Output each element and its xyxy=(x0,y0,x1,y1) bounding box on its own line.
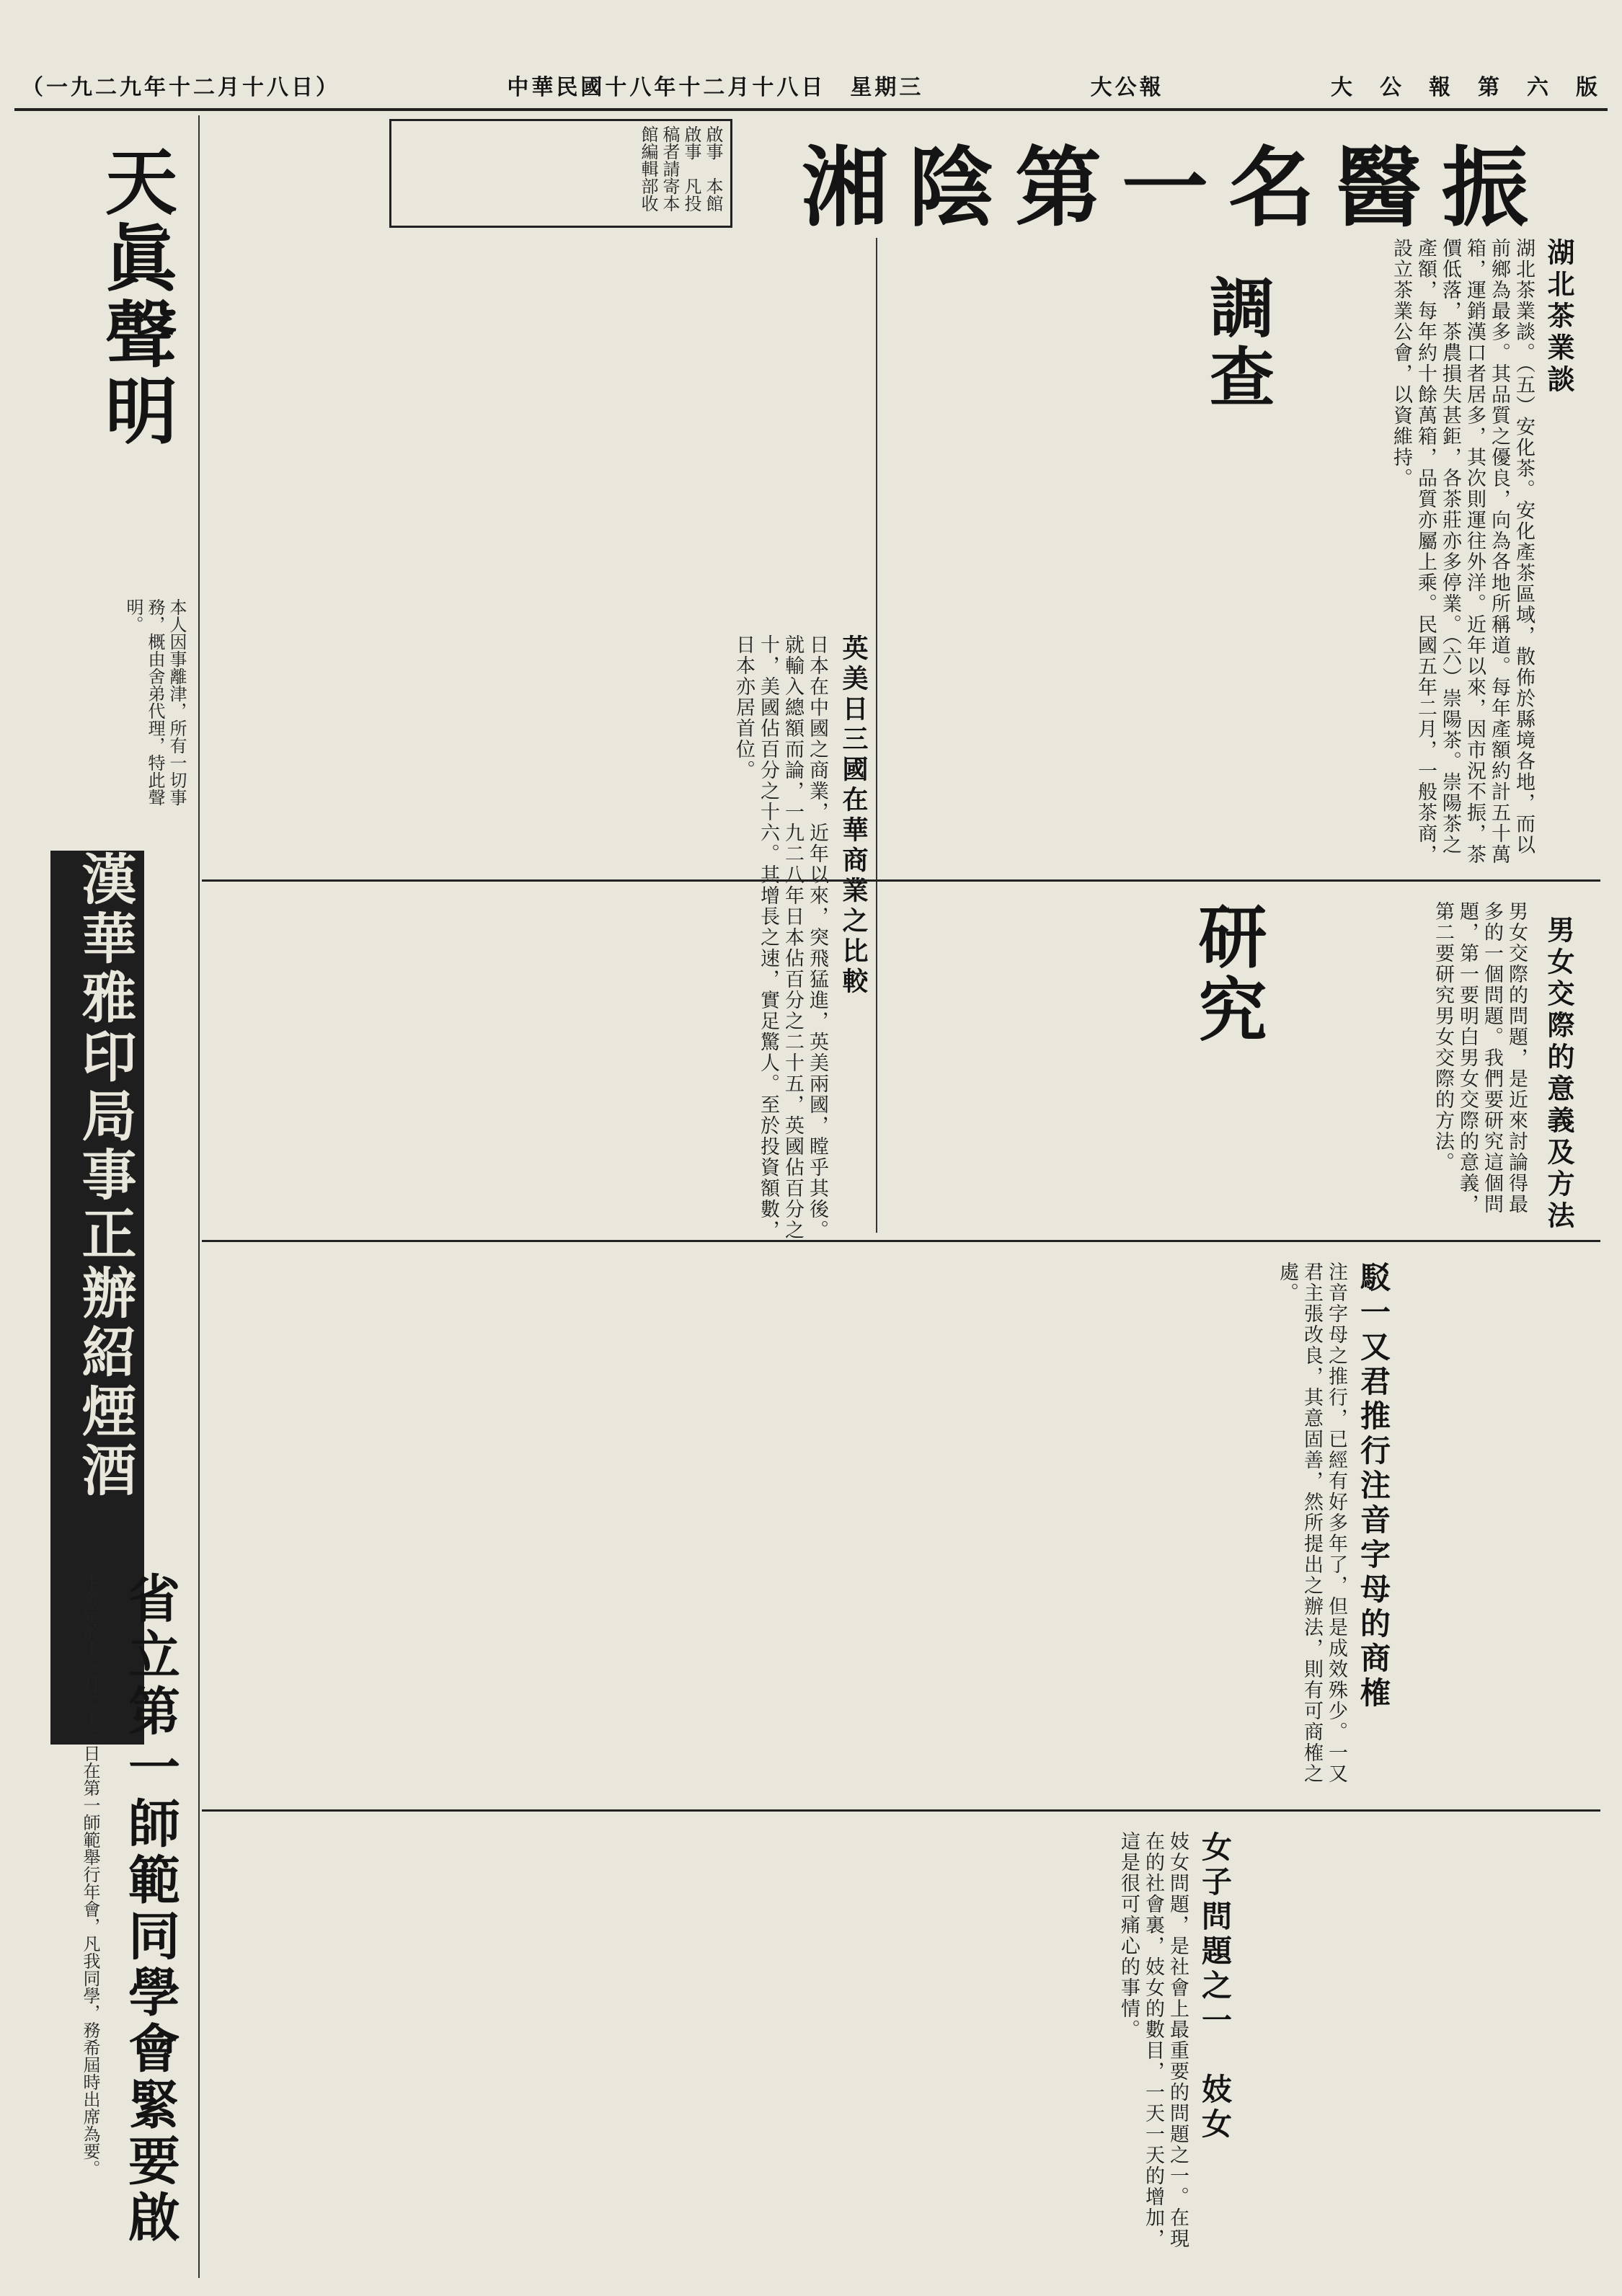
section-divider-2 xyxy=(202,1240,1600,1242)
survey-subtitle: 湖北茶業談 xyxy=(1543,238,1575,396)
masthead-left: 大 公 報 第 六 版 xyxy=(1330,74,1600,100)
ad1-body: 本人因事離津，所有一切事務，概由舍弟代理，特此聲明。 xyxy=(123,598,187,806)
masthead-strip xyxy=(22,65,1600,105)
masthead-rule xyxy=(14,108,1608,111)
compare-title: 英美日三國在華商業之比較 xyxy=(838,634,869,998)
ad3-title: 省立第一師範同學會緊要啟 xyxy=(120,1572,181,2246)
article2-title: 駁一又君推行注音字母的商榷 xyxy=(1356,1262,1391,1711)
ad3-body: 本會定於十一月二十三日在第一師範舉行年會，凡我同學，務希屆時出席為要。 xyxy=(80,1572,100,2177)
section-divider xyxy=(202,879,1600,882)
article2-body: 注音字母之推行，已經有好多年了，但是成效殊少。一又君主張改良，其意固善，然所提出之辦法，則有可商榷之處。 xyxy=(1276,1262,1347,1784)
section-survey-title: 調查 xyxy=(1198,274,1275,412)
article3-body: 妓女問題，是社會上最重要的問題之一。在現在的社會裏，妓女的數目，一天一天的增加，這是很可痛心的事情。 xyxy=(1117,1831,1189,2249)
survey-body: 湖北茶業談。（五）安化茶。安化產茶區域，散佈於縣境各地，而以前鄉為最多。其品質之優良，向為各地所稱道。每年產額約計五十萬箱，運銷漢口者居多，其次則運往外洋。近年以來，因市況不振，茶價低落，茶農損失甚鉅，各茶莊亦多停業。（六）崇陽茶。崇陽茶之產額，每年約十餘萬箱，品質亦屬上乘。民國五年二月，一般茶商，設立茶業公會，以資維持。 xyxy=(1390,238,1535,865)
masthead-date: 中華民國十八年十二月十八日 星期三 xyxy=(507,74,924,100)
compare-body: 日本在中國之商業，近年以來，突飛猛進，英美兩國，瞠乎其後。就輸入總額而論，一九二八年日本佔百分之二十五，英國佔百分之十，美國佔百分之十六。其增長之速，實足驚人。至於投資額數，日本亦居首位。 xyxy=(732,634,828,1241)
notice-box xyxy=(389,119,732,228)
main-headline-wrap xyxy=(779,119,1572,227)
section-divider-3 xyxy=(202,1809,1600,1812)
notice-text: 啟事 本館啟事 凡投稿者請寄本館編輯部收 xyxy=(638,125,723,212)
main-headline: 湘陰第一名醫振 xyxy=(802,137,1548,227)
column-divider xyxy=(876,238,877,1233)
ad1-title: 天眞聲明 xyxy=(93,144,178,450)
article1-title: 男女交際的意義及方法 xyxy=(1543,916,1575,1233)
article1-body: 男女交際的問題，是近來討論得最多的一個問題。我們要研究這個問題，第一要明白男女交際的意義，第二要研究男女交際的方法。 xyxy=(1432,901,1528,1215)
masthead-center: 大公報 xyxy=(1090,74,1164,100)
ad2-title: 漢華雅印局事正辦紹煙酒 xyxy=(50,851,144,1745)
ad-column-divider xyxy=(198,115,200,2278)
masthead-right: （一九二九年十二月十八日） xyxy=(22,74,340,100)
article3-title: 女子問題之一 妓女 xyxy=(1197,1831,1233,2142)
section-research-title: 研究 xyxy=(1187,901,1267,1047)
